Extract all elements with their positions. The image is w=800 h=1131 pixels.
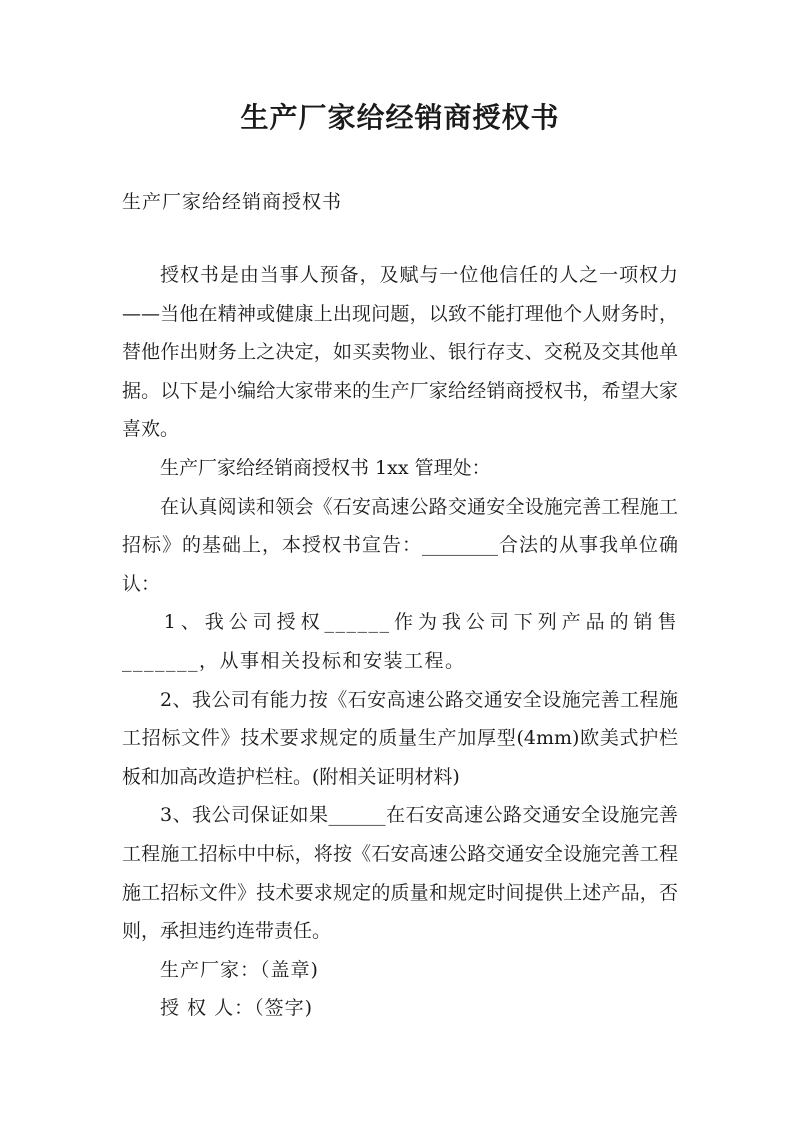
clause-1: 1、我公司授权______作为我公司下列产品的销售_______，从事相关投标和安装工程。 [122,611,678,672]
clause-3: 3、我公司保证如果______在石安高速公路交通安全设施完善工程施工招标中中标，将按《石安高速公路交通安全设施完善工程施工招标文件》技术要求规定的质量和规定时间提供上述产品，否则，承担违约连带责任。 [122,804,678,943]
intro-paragraph: 授权书是由当事人预备，及赋与一位他信任的人之一项权力——当他在精神或健康上出现问题，以致不能打理他个人财务时，替他作出财务上之决定，如买卖物业、银行存支、交税及交其他单据。以下是小编给大家带来的生产厂家给经销商授权书，希望大家喜欢。 [122,264,678,441]
document-body [122,256,678,1028]
letter-heading: 生产厂家给经销商授权书 1xx 管理处： [160,456,491,479]
document-subtitle: 生产厂家给经销商授权书 [122,191,343,213]
authorizer-signature-line: 授 权 人：（签字) [160,997,313,1020]
document-title: 生产厂家给经销商授权书 [240,101,560,134]
clause-2: 2、我公司有能力按《石安高速公路交通安全设施完善工程施工招标文件》技术要求规定的质量生产加厚型(4mm)欧美式护栏板和加高改造护栏柱。(附相关证明材料) [122,688,678,788]
preamble-paragraph: 在认真阅读和领会《石安高速公路交通安全设施完善工程施工招标》的基础上，本授权书宣告：________合法的从事我单位确认： [122,495,678,595]
manufacturer-seal-line: 生产厂家：（盖章) [160,958,319,981]
